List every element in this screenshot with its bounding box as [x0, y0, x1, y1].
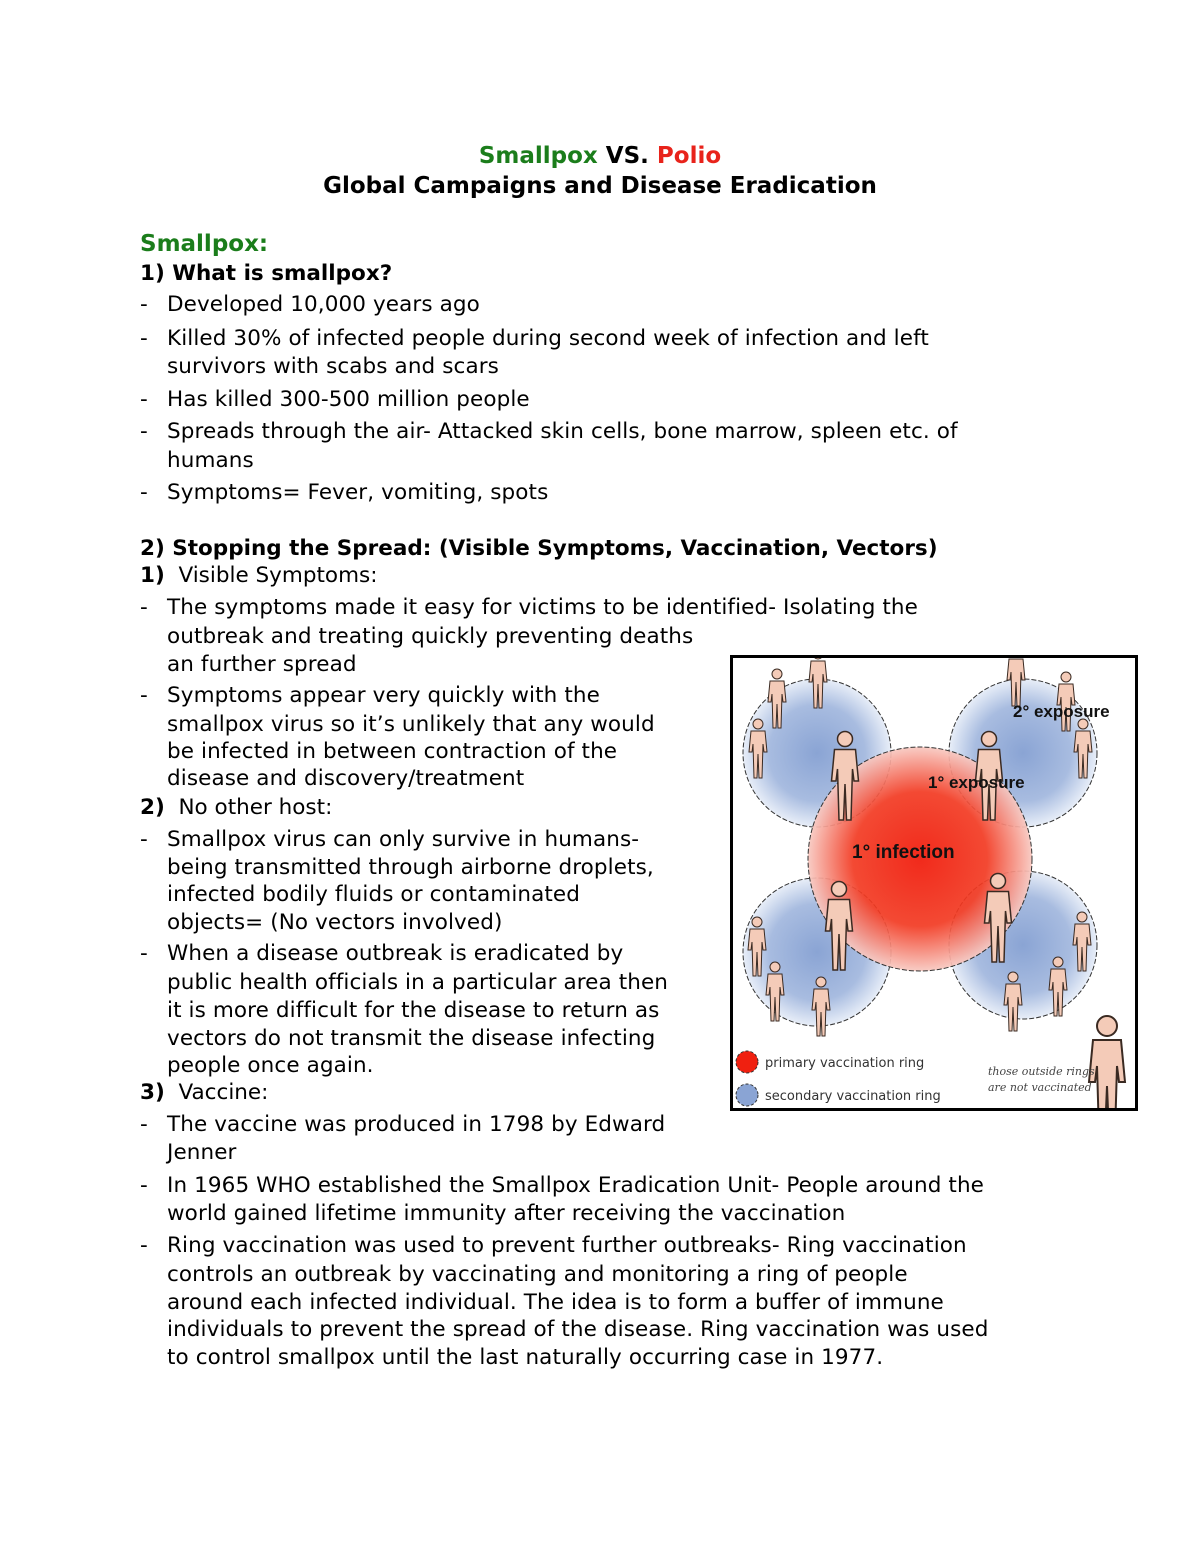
bullet-text: around each infected individual. The idea is to form a buffer of immune: [167, 1290, 944, 1315]
bullet-dash: -: [140, 1112, 148, 1137]
bullet-text: public health officials in a particular area then: [167, 970, 669, 995]
title-vs: VS.: [605, 143, 649, 169]
bullet-dash: -: [140, 827, 148, 852]
bullet-text: Developed 10,000 years ago: [167, 292, 480, 317]
bullet-dash: -: [140, 292, 148, 317]
bullet-text: When a disease outbreak is eradicated by: [167, 941, 624, 966]
question-2-heading: 2) Stopping the Spread: (Visible Symptoms, Vaccination, Vectors): [140, 536, 938, 561]
label-primary-exposure: 1° exposure: [928, 773, 1025, 792]
title-smallpox: Smallpox: [478, 143, 598, 169]
title-polio: Polio: [656, 143, 722, 169]
label-primary-infection: 1° infection: [852, 842, 955, 863]
bullet-text: Killed 30% of infected people during second week of infection and left: [167, 326, 929, 351]
bullet-dash: -: [140, 1173, 148, 1198]
subheading-number: 3): [140, 1080, 165, 1105]
subheading-no-other-host: [140, 794, 332, 822]
bullet-text: humans: [167, 448, 254, 473]
bullet-dash: -: [140, 419, 148, 444]
bullet-dash: -: [140, 326, 148, 351]
section-heading-smallpox: Smallpox:: [140, 231, 269, 257]
bullet-text: controls an outbreak by vaccinating and monitoring a ring of people: [167, 1262, 908, 1287]
subheading-label: Visible Symptoms:: [178, 563, 378, 588]
bullet-text: Jenner: [167, 1140, 237, 1165]
bullet-dash: -: [140, 941, 148, 966]
bullet-text: people once again.: [167, 1053, 374, 1078]
bullet-text: objects= (No vectors involved): [167, 910, 503, 935]
bullet-text: Symptoms= Fever, vomiting, spots: [167, 480, 549, 505]
legend-primary-label: primary vaccination ring: [765, 1056, 925, 1071]
bullet-text: infected bodily fluids or contaminated: [167, 882, 580, 907]
bullet-text: Smallpox virus can only survive in humans-: [167, 827, 640, 852]
bullet-dash: -: [140, 387, 148, 412]
bullet-text: In 1965 WHO established the Smallpox Eradication Unit- People around the: [167, 1173, 984, 1198]
subheading-label: Vaccine:: [178, 1080, 269, 1105]
document-title: [0, 141, 1200, 171]
bullet-text: Symptoms appear very quickly with the: [167, 683, 600, 708]
bullet-dash: -: [140, 595, 148, 620]
bullet-text: disease and discovery/treatment: [167, 766, 525, 791]
ring-vaccination-diagram: [730, 655, 1138, 1111]
bullet-text: vectors do not transmit the disease infecting: [167, 1026, 656, 1051]
legend-secondary-swatch: [736, 1084, 758, 1106]
bullet-text: The vaccine was produced in 1798 by Edward: [167, 1112, 666, 1137]
bullet-text: Spreads through the air- Attacked skin cells, bone marrow, spleen etc. of: [167, 419, 958, 444]
note-line-1: those outside rings: [988, 1065, 1095, 1078]
subheading-vaccine: [140, 1079, 268, 1107]
bullet-text: it is more difficult for the disease to return as: [167, 998, 660, 1023]
subheading-number: 2): [140, 795, 165, 820]
bullet-dash: -: [140, 1233, 148, 1258]
subheading-number: 1): [140, 563, 165, 588]
bullet-text: The symptoms made it easy for victims to be identified- Isolating the: [167, 595, 918, 620]
bullet-text: Has killed 300-500 million people: [167, 387, 530, 412]
bullet-text: be infected in between contraction of the: [167, 739, 618, 764]
bullet-text: an further spread: [167, 652, 357, 677]
bullet-text: Ring vaccination was used to prevent further outbreaks- Ring vaccination: [167, 1233, 967, 1258]
bullet-text: world gained lifetime immunity after receiving the vaccination: [167, 1201, 846, 1226]
legend-secondary-label: secondary vaccination ring: [765, 1089, 941, 1104]
ring-vaccination-illustration: [733, 658, 1135, 1108]
bullet-text: smallpox virus so it’s unlikely that any would: [167, 712, 655, 737]
bullet-dash: -: [140, 683, 148, 708]
bullet-text: being transmitted through airborne droplets,: [167, 855, 654, 880]
label-secondary-exposure: 2° exposure: [1013, 702, 1110, 721]
bullet-text: survivors with scabs and scars: [167, 354, 499, 379]
bullet-text: to control smallpox until the last naturally occurring case in 1977.: [167, 1345, 884, 1370]
subheading-visible-symptoms: [140, 562, 377, 590]
legend-primary-swatch: [736, 1051, 758, 1073]
bullet-dash: -: [140, 480, 148, 505]
bullet-text: outbreak and treating quickly preventing deaths: [167, 624, 694, 649]
subheading-label: No other host:: [178, 795, 333, 820]
bullet-text: individuals to prevent the spread of the disease. Ring vaccination was used: [167, 1317, 989, 1342]
document-subtitle: Global Campaigns and Disease Eradication: [323, 173, 877, 199]
note-line-2: are not vaccinated: [988, 1081, 1092, 1094]
question-1-heading: 1) What is smallpox?: [140, 261, 393, 286]
